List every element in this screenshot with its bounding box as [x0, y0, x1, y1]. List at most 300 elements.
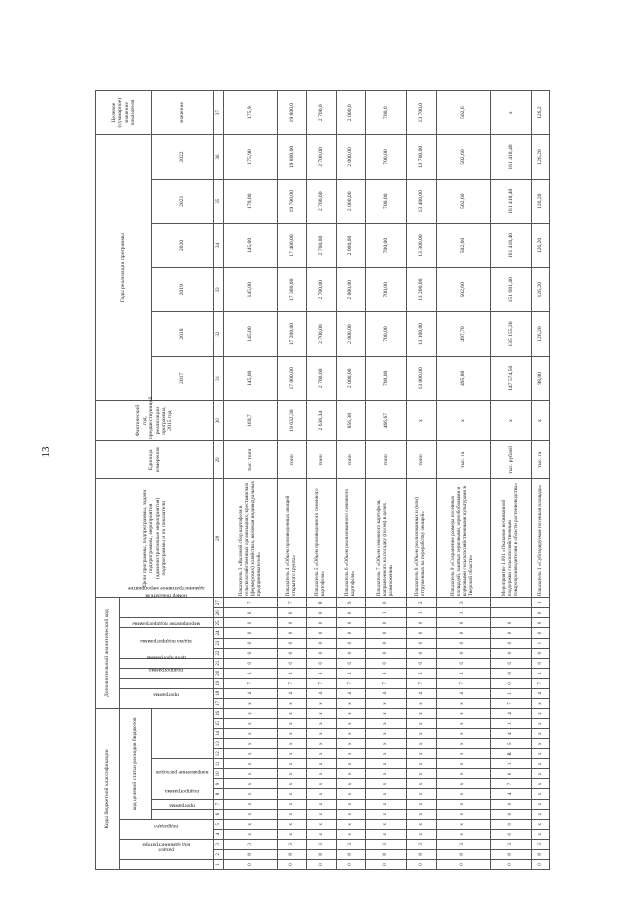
code-cell: 0 [307, 618, 336, 628]
row-fact: 19 632,30 [278, 400, 307, 440]
code-cell: 3 [490, 839, 532, 849]
code-cell: х [307, 829, 336, 839]
column-numbers-row [214, 91, 224, 870]
code-cell: 7 [278, 598, 307, 608]
column-number: 14 [214, 729, 224, 739]
code-cell: х [407, 779, 436, 789]
table-row [278, 91, 307, 870]
column-number: 8 [214, 789, 224, 799]
row-target: 175,9 [224, 91, 278, 135]
code-cell: х [365, 709, 407, 719]
row-year-value: 700,00 [365, 223, 407, 267]
code-cell: х [307, 809, 336, 819]
code-cell: 8 [436, 849, 490, 859]
row-year-value: 502,60 [436, 268, 490, 312]
code-cell: 2 [407, 598, 436, 608]
code-cell: 0 [407, 628, 436, 638]
code-cell: х [407, 809, 436, 819]
code-cell: 0 [490, 678, 532, 688]
code-cell: х [224, 779, 278, 789]
row-target: 19 800,0 [278, 91, 307, 135]
code-cell: х [307, 729, 336, 739]
column-number: 5 [214, 819, 224, 829]
row-year-value: 161 418,40 [490, 135, 532, 179]
code-cell: 0 [336, 648, 365, 658]
code-cell: 3 [407, 839, 436, 849]
header-subprogram2: подпрограмма [120, 678, 214, 688]
code-cell: х [436, 819, 490, 829]
row-year-value: 700,00 [365, 268, 407, 312]
column-number: 35 [214, 179, 224, 223]
code-cell: 0 [532, 658, 550, 668]
code-cell: х [336, 719, 365, 729]
row-year-value: 502,60 [436, 179, 490, 223]
code-cell: 1 [490, 719, 532, 729]
row-unit: тыс. тонн [224, 441, 278, 479]
code-cell: х [224, 819, 278, 829]
code-cell: 1 [436, 608, 490, 618]
code-cell: х [224, 749, 278, 759]
row-year-value: 13 200,00 [407, 268, 436, 312]
row-unit: тыс. га [532, 441, 550, 479]
code-cell: х [407, 729, 436, 739]
column-number: 12 [214, 749, 224, 759]
code-cell: 0 [278, 618, 307, 628]
row-year-value: 2 700,00 [307, 223, 336, 267]
code-cell: 3 [532, 839, 550, 849]
table-row [407, 91, 436, 870]
header-extra-codes: Дополнительный аналитический код [96, 598, 120, 709]
row-year-value: 145,00 [224, 268, 278, 312]
header-section: раздел [120, 839, 214, 859]
page-number: 13 [40, 446, 52, 458]
header-measure-type: административное мероприятие [120, 618, 214, 628]
code-cell: х [307, 819, 336, 829]
code-cell: 7 [224, 598, 278, 608]
header-subsection: подраздел [120, 819, 214, 839]
row-unit: тонн [336, 441, 365, 479]
code-cell: х [436, 829, 490, 839]
row-target: 2 000,0 [336, 91, 365, 135]
code-cell: 4 [490, 709, 532, 719]
code-cell: х [365, 719, 407, 729]
code-cell: х [436, 779, 490, 789]
code-cell: 4 [532, 688, 550, 698]
column-number: 19 [214, 678, 224, 688]
code-cell: 4 [490, 729, 532, 739]
code-cell: 0 [224, 648, 278, 658]
code-cell: х [224, 829, 278, 839]
code-cell: х [307, 739, 336, 749]
code-cell: х [436, 719, 490, 729]
code-cell: х [365, 809, 407, 819]
row-year-value: 2 700,00 [307, 356, 336, 400]
column-number: 34 [214, 223, 224, 267]
code-cell: 0 [224, 638, 278, 648]
code-cell: 8 [490, 849, 532, 859]
code-cell: 0 [490, 618, 532, 628]
row-name: Показатель 7 «Объем семенного картофеля, направленного на посадку (посев) в целях размножения» [365, 479, 407, 598]
row-unit: тыс. рублей [490, 441, 532, 479]
code-cell: 0 [407, 658, 436, 668]
code-cell: 8 [336, 849, 365, 859]
code-cell: 1 [490, 759, 532, 769]
code-cell: х [407, 829, 436, 839]
code-cell: 0 [490, 859, 532, 869]
code-cell: 0 [278, 638, 307, 648]
code-cell: 4 [436, 688, 490, 698]
code-cell: 0 [407, 648, 436, 658]
column-number: 22 [214, 648, 224, 658]
column-number: 27 [214, 598, 224, 608]
header-direction: направление расходов [152, 759, 214, 799]
code-cell: х [224, 719, 278, 729]
row-year-value: 502,60 [436, 135, 490, 179]
code-cell: х [278, 819, 307, 829]
code-cell: х [307, 709, 336, 719]
code-cell: 0 [365, 598, 407, 608]
code-cell: 0 [490, 809, 532, 819]
code-cell: х [278, 739, 307, 749]
code-cell: х [532, 698, 550, 708]
code-cell: 7 [336, 678, 365, 688]
code-cell: х [307, 779, 336, 789]
row-year-value: 13 300,00 [407, 223, 436, 267]
code-cell: 1 [224, 668, 278, 678]
code-cell: 0 [490, 638, 532, 648]
code-cell: х [365, 698, 407, 708]
code-cell: 1 [278, 668, 307, 678]
code-cell: х [336, 829, 365, 839]
code-cell: х [336, 739, 365, 749]
header-direction-detail [152, 709, 214, 759]
row-year-value: 126,20 [532, 223, 550, 267]
row-fact: 466,67 [365, 400, 407, 440]
row-name: Мероприятие 1.001 «Оказание несвязанной поддержки сельскохозяйственным товаропроизводителям в области растениеводства» [490, 479, 532, 598]
column-number: 1 [214, 859, 224, 869]
row-year-value: 17 000,00 [278, 356, 307, 400]
code-cell: х [532, 739, 550, 749]
code-cell: х [307, 769, 336, 779]
code-cell: х [407, 819, 436, 829]
code-cell: 0 [336, 658, 365, 668]
code-cell: 0 [490, 829, 532, 839]
code-cell: х [224, 729, 278, 739]
code-cell: х [278, 759, 307, 769]
code-cell: 7 [407, 678, 436, 688]
code-cell: х [407, 769, 436, 779]
code-cell: 8 [278, 849, 307, 859]
code-cell: х [278, 789, 307, 799]
code-cell: 0 [490, 668, 532, 678]
code-cell: х [278, 709, 307, 719]
code-cell: 1 [532, 638, 550, 648]
code-cell: х [436, 799, 490, 809]
column-number: 18 [214, 688, 224, 698]
code-cell: 0 [365, 628, 407, 638]
code-cell [490, 598, 532, 608]
table-row [336, 91, 365, 870]
row-name: Показатель 6 «Объем реализованного семенного картофеля» [336, 479, 365, 598]
row-unit: тыс. га [436, 441, 490, 479]
code-cell: 0 [278, 628, 307, 638]
row-name: Показатель 8 «Объем реализованных и (или) отгруженных на переработку овощей» [407, 479, 436, 598]
column-number: 26 [214, 608, 224, 618]
code-cell: х [532, 779, 550, 789]
code-cell: 7 [490, 779, 532, 789]
row-year-value: 2 000,00 [336, 356, 365, 400]
code-cell: 1 [532, 668, 550, 678]
row-name: Показатель 3 «Валовой сбор картофеля в сельскохозяйственных организациях, крестьянских (фермерских) хозяйствах, включая индивидуальных предпринимателей» [224, 479, 278, 598]
row-name: Показатель 1 «Субсидируемая посевная площадь» [532, 479, 550, 598]
column-number: 28 [214, 479, 224, 598]
code-cell: 0 [436, 658, 490, 668]
column-number: 3 [214, 839, 224, 849]
code-cell: х [436, 789, 490, 799]
code-cell: х [224, 799, 278, 809]
code-cell: 4 [307, 688, 336, 698]
rotated-page [95, 90, 550, 870]
code-cell: 0 [407, 618, 436, 628]
code-cell: х [436, 809, 490, 819]
row-year-value: 700,00 [365, 312, 407, 356]
row-year-value: 13 000,00 [407, 356, 436, 400]
code-cell: х [532, 709, 550, 719]
code-cell: х [278, 799, 307, 809]
header-target-article: код целевой статьи расходов бюджетов [120, 709, 152, 820]
code-cell: х [532, 719, 550, 729]
code-cell: 0 [336, 628, 365, 638]
code-cell: 7 [307, 678, 336, 688]
code-cell: х [336, 799, 365, 809]
code-cell: х [436, 769, 490, 779]
code-cell: 0 [532, 618, 550, 628]
code-cell: х [436, 729, 490, 739]
code-cell: х [436, 739, 490, 749]
code-cell: 0 [336, 618, 365, 628]
header-year-2022: 2022 [152, 135, 214, 179]
code-cell: 1 [365, 668, 407, 678]
code-cell: х [336, 779, 365, 789]
row-year-value: 19 800,00 [278, 135, 307, 179]
column-number: 23 [214, 638, 224, 648]
code-cell: 0 [490, 658, 532, 668]
header-program: программа [152, 809, 214, 819]
code-cell: 3 [307, 839, 336, 849]
code-cell: х [336, 749, 365, 759]
row-year-value: 495,80 [436, 356, 490, 400]
header-final-result: Целевое (суммарное) значение показателя [96, 91, 152, 135]
column-number: 25 [214, 618, 224, 628]
code-cell: 0 [436, 628, 490, 638]
code-cell: х [224, 709, 278, 719]
code-cell: 1 [532, 598, 550, 608]
code-cell: 0 [278, 658, 307, 668]
code-cell: 7 [278, 678, 307, 688]
row-year-value: 126,20 [532, 268, 550, 312]
row-year-value: 2 700,00 [307, 268, 336, 312]
header-year-2018: 2018 [152, 312, 214, 356]
row-year-value: 17 400,00 [278, 223, 307, 267]
program-table-frame [95, 90, 550, 870]
code-cell: х [436, 698, 490, 708]
row-name: Показатель 4 «Объем произведенных овощей открытого грунта» [278, 479, 307, 598]
code-cell: 8 [532, 849, 550, 859]
column-number: 24 [214, 628, 224, 638]
column-number: 16 [214, 709, 224, 719]
code-cell: 0 [436, 618, 490, 628]
code-cell: 0 [224, 618, 278, 628]
row-fact: х [407, 400, 436, 440]
code-cell: х [532, 769, 550, 779]
code-cell: х [532, 799, 550, 809]
row-year-value: 145,00 [224, 312, 278, 356]
code-cell: х [365, 749, 407, 759]
code-cell: х [307, 789, 336, 799]
header-year-2021: 2021 [152, 179, 214, 223]
code-cell: 8 [307, 849, 336, 859]
code-cell: х [365, 819, 407, 829]
row-target: х [490, 91, 532, 135]
row-year-value: 700,00 [365, 179, 407, 223]
code-cell: х [365, 779, 407, 789]
column-number: 33 [214, 268, 224, 312]
code-cell: 9 [336, 598, 365, 608]
header-indicator: номер показателя [120, 598, 214, 618]
header-subprogram: подпрограмма [152, 799, 214, 809]
code-cell: 0 [278, 648, 307, 658]
code-cell: х [307, 698, 336, 708]
column-number: 17 [214, 698, 224, 708]
header-unit: Единица измерения [96, 441, 214, 479]
code-cell: х [278, 769, 307, 779]
header-value: значение [152, 91, 214, 135]
code-cell: 0 [307, 628, 336, 638]
row-fact: х [490, 400, 532, 440]
row-year-value: 13 700,00 [407, 135, 436, 179]
code-cell: х [436, 709, 490, 719]
header-actual-2015: Фактический год, предшествующий реализации программы, 2015 год [96, 400, 214, 440]
row-fact: 2 636,34 [307, 400, 336, 440]
column-number: 21 [214, 658, 224, 668]
code-cell: х [532, 819, 550, 829]
code-cell: 0 [365, 648, 407, 658]
row-year-value: 170,00 [224, 179, 278, 223]
code-cell: 0 [532, 648, 550, 658]
row-year-value: 145,00 [224, 223, 278, 267]
code-cell: 0 [490, 628, 532, 638]
column-number: 11 [214, 759, 224, 769]
code-cell: 0 [307, 638, 336, 648]
column-number: 32 [214, 312, 224, 356]
row-target: 13 700,0 [407, 91, 436, 135]
header-task: задача подпрограммы [120, 658, 214, 668]
row-fact: х [436, 400, 490, 440]
column-number: 6 [214, 809, 224, 819]
code-cell: 4 [407, 688, 436, 698]
code-cell: 0 [407, 638, 436, 648]
code-cell: 0 [436, 648, 490, 658]
column-number: 9 [214, 779, 224, 789]
code-cell: х [278, 829, 307, 839]
code-cell: 0 [336, 608, 365, 618]
code-cell: х [365, 739, 407, 749]
code-cell: х [307, 759, 336, 769]
row-year-value: 2 000,00 [336, 179, 365, 223]
row-year-value: 17 200,00 [278, 312, 307, 356]
code-cell: 0 [532, 608, 550, 618]
code-cell: 5 [490, 739, 532, 749]
row-name: Показатель 5 «Объем произведенного семенного картофеля» [307, 479, 336, 598]
code-cell: 1 [407, 668, 436, 678]
row-year-value: 126,20 [532, 312, 550, 356]
code-cell: х [365, 759, 407, 769]
code-cell: 4 [224, 688, 278, 698]
row-target: 126,2 [532, 91, 550, 135]
code-cell: 0 [365, 859, 407, 869]
code-cell: х [307, 799, 336, 809]
code-cell: х [365, 729, 407, 739]
row-year-value: 151 681,40 [490, 268, 532, 312]
code-cell: х [336, 698, 365, 708]
row-year-value: 145,00 [224, 356, 278, 400]
code-cell: 0 [307, 648, 336, 658]
code-cell: х [336, 809, 365, 819]
code-cell: 0 [436, 859, 490, 869]
code-cell: 0 [490, 648, 532, 658]
row-year-value: 135 155,30 [490, 312, 532, 356]
row-year-value: 175,90 [224, 135, 278, 179]
code-cell: х [532, 809, 550, 819]
row-year-value: 700,00 [365, 135, 407, 179]
code-cell: 0 [490, 769, 532, 779]
code-cell: 3 [336, 839, 365, 849]
code-cell: 0 [490, 819, 532, 829]
code-cell: 0 [224, 628, 278, 638]
code-cell: х [407, 709, 436, 719]
row-year-value: 13 400,00 [407, 179, 436, 223]
code-cell: х [532, 759, 550, 769]
header-plan-years: Годы реализации программы [96, 135, 152, 401]
code-cell: 0 [490, 799, 532, 809]
row-year-value: 2 700,00 [307, 135, 336, 179]
code-cell: 3 [436, 598, 490, 608]
row-unit: тонн [278, 441, 307, 479]
header-year-2019: 2019 [152, 268, 214, 312]
row-year-value: 126,20 [532, 179, 550, 223]
header-measure: мероприятие подпрограммы [120, 628, 214, 658]
code-cell: х [407, 759, 436, 769]
row-name: Показатель 9 «Сохранение размера посевных площадей, занятых зерновыми, зернобобовыми и кормовыми сельскохозяйственными культурами в Тверской области» [436, 479, 490, 598]
program-indicators-table [95, 90, 550, 870]
row-year-value: 13 100,00 [407, 312, 436, 356]
row-year-value: 2 700,00 [307, 312, 336, 356]
row-year-value: 700,00 [365, 356, 407, 400]
code-cell: 1 [490, 688, 532, 698]
row-target: 2 700,0 [307, 91, 336, 135]
code-cell: 1 [436, 668, 490, 678]
row-year-value: 2 000,00 [336, 223, 365, 267]
row-fact: х [532, 400, 550, 440]
code-cell: х [336, 789, 365, 799]
code-cell: 8 [224, 849, 278, 859]
row-year-value: 17 300,00 [278, 268, 307, 312]
code-cell: х [278, 698, 307, 708]
code-cell: 0 [532, 859, 550, 869]
code-cell: х [365, 789, 407, 799]
code-cell: х [407, 789, 436, 799]
code-cell: х [532, 829, 550, 839]
